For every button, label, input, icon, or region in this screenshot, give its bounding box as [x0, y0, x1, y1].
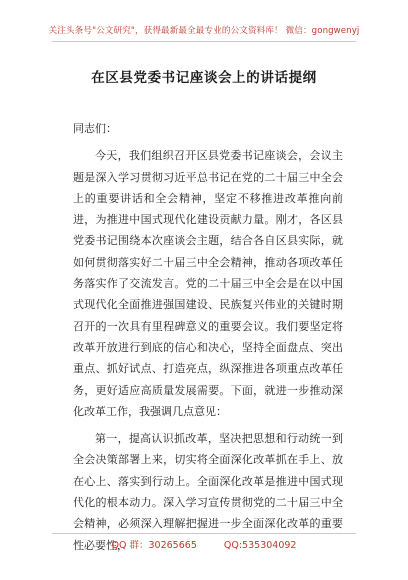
footer-qq-group: QQ 群：30265665 — [111, 540, 197, 551]
document-title: 在区县党委书记座谈会上的讲话提纲 — [91, 70, 317, 86]
footer-divider — [52, 533, 356, 534]
paragraph-2: 第一，提高认识抓改革，坚决把思想和行动统一到全会决策部署上来，切实将全面深化改革抓在手上、放在心上、落实到行动上。全面深化改革是推进中国式现代化的根本动力。深入学习宣传贯彻党的二十届三中全会精神，必须深入理解把握进一步全面深化改革的重要性必要性， — [73, 432, 343, 552]
footer-contact — [0, 537, 408, 551]
header-watermark-note: 关注头条号"公文研究"，获得最新最全最专业的公文资料库！ 微信：gongwenyj — [48, 26, 360, 36]
salutation: 同志们： — [73, 122, 117, 135]
footer-qq: QQ:535304092 — [223, 540, 297, 551]
header-divider — [52, 41, 356, 42]
document-body — [73, 118, 343, 556]
paragraph-1: 今天，我们组织召开区县党委书记座谈会，会议主题是深入学习贯彻习近平总书记在党的二十届三中全会上的重要讲话和全会精神，坚定不移推进改革推向前进，为推进中国式现代化建设贡献力量。刚才，各区县党委书记围绕本次座谈会主题，结合各自区县实际，就如何贯彻落实好二十届三中全会精神，推动各项改革任务落实作了交流发言。党的二十届三中全会是在以中国式现代化全面推进强国建设、民族复兴伟业的关键时期召开的一次具有里程碑意义的重要会议。我们要坚定将改革开放进行到底的信心和决心，坚持全面盘点、突出重点、抓好试点、打造亮点，纵深推进各项重点改革任务，更好适应高质量发展需要。下面，就进一步推动深化改革工作，我强调几点意见： — [73, 149, 343, 418]
